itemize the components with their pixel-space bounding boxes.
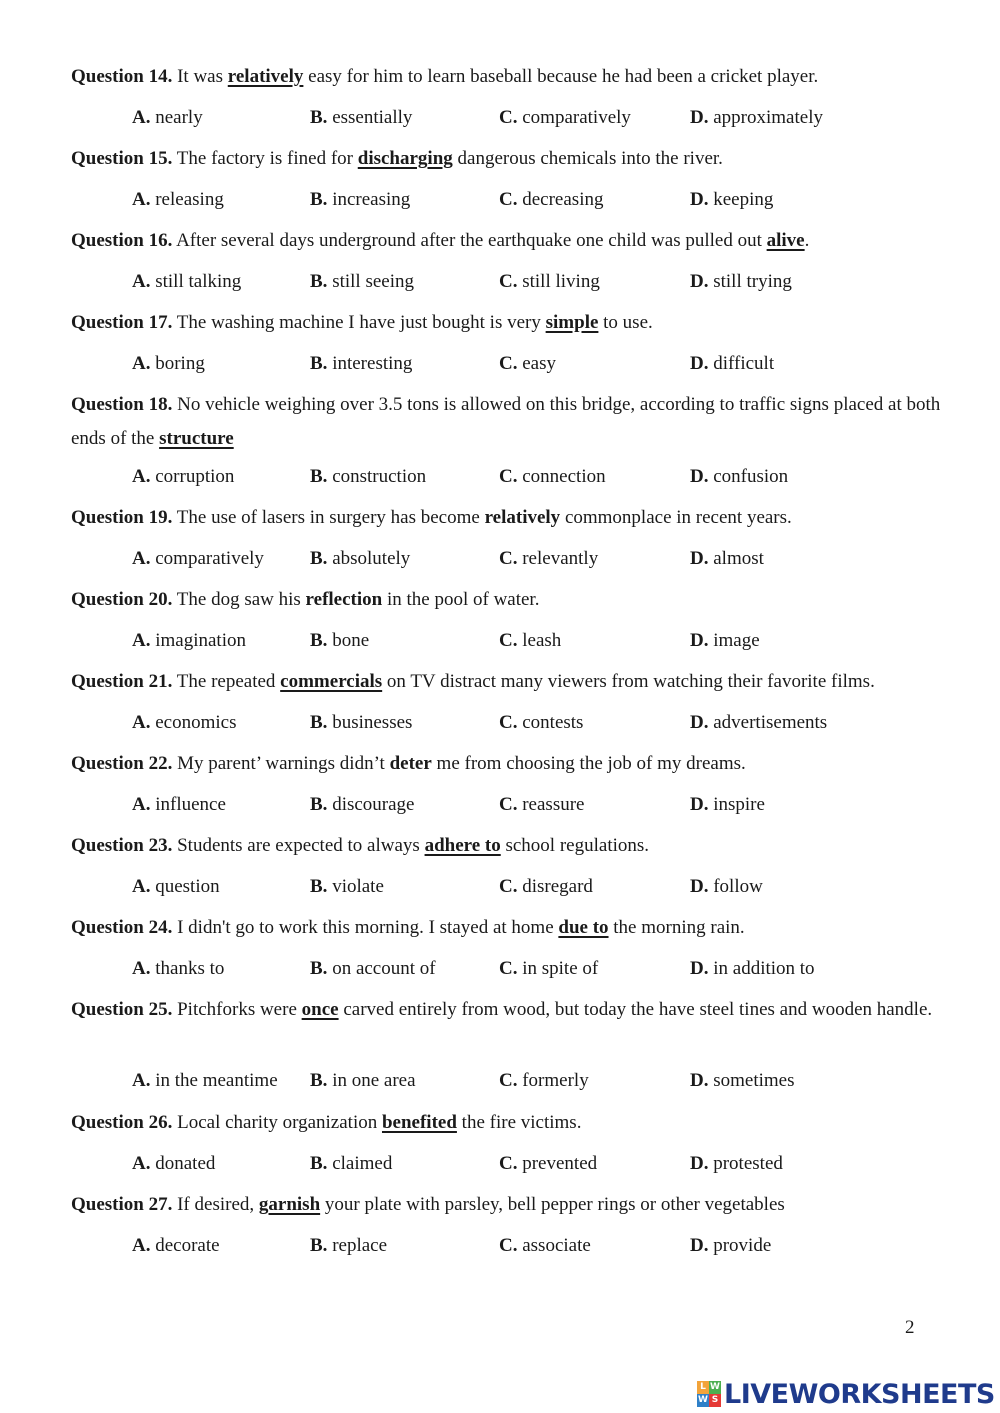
- question-16: [71, 224, 941, 258]
- option-b[interactable]: [310, 103, 412, 133]
- logo-icon-tile: L: [697, 1381, 709, 1394]
- option-letter: D.: [690, 271, 709, 292]
- option-c[interactable]: [499, 626, 561, 656]
- option-text: boring: [155, 353, 205, 374]
- option-b[interactable]: [310, 708, 412, 738]
- option-letter: C.: [499, 1070, 518, 1091]
- question-label: Question 19.: [71, 507, 173, 528]
- option-text: confusion: [713, 466, 789, 487]
- question-text: carved entirely from wood, but today the have steel tines and wooden handle.: [338, 999, 933, 1020]
- option-letter: A.: [132, 712, 151, 733]
- option-text: easy: [522, 353, 556, 374]
- keyword: relatively: [227, 66, 304, 87]
- option-text: increasing: [332, 189, 411, 210]
- option-letter: C.: [499, 876, 518, 897]
- question-20: [71, 583, 941, 617]
- option-text: comparatively: [522, 107, 631, 128]
- option-d[interactable]: [690, 954, 815, 984]
- question-text: dangerous chemicals into the river.: [452, 148, 723, 169]
- option-c[interactable]: [499, 954, 598, 984]
- option-letter: B.: [310, 548, 328, 569]
- question-text: No vehicle weighing over 3.5 tons is allowed on this bridge, according to traffic signs placed at both ends of the: [71, 394, 941, 449]
- option-letter: D.: [690, 466, 709, 487]
- question-18: [71, 388, 941, 456]
- option-letter: C.: [499, 958, 518, 979]
- option-text: in spite of: [522, 958, 599, 979]
- options-row: [132, 1066, 942, 1096]
- option-text: claimed: [332, 1153, 393, 1174]
- keyword: relatively: [484, 507, 561, 528]
- question-label: Question 27.: [71, 1194, 173, 1215]
- option-text: thanks to: [155, 958, 225, 979]
- option-text: violate: [332, 876, 384, 897]
- liveworksheets-logo-icon: [697, 1381, 721, 1407]
- option-d[interactable]: [690, 872, 763, 902]
- option-text: on account of: [332, 958, 436, 979]
- options-row: [132, 544, 942, 574]
- options-row: [132, 790, 942, 820]
- option-text: comparatively: [155, 548, 264, 569]
- option-a[interactable]: [132, 1231, 220, 1261]
- option-b[interactable]: [310, 267, 414, 297]
- question-27: [71, 1188, 941, 1222]
- option-text: imagination: [155, 630, 246, 651]
- option-text: advertisements: [713, 712, 828, 733]
- option-c[interactable]: [499, 1231, 591, 1261]
- option-letter: D.: [690, 548, 709, 569]
- option-text: economics: [155, 712, 237, 733]
- option-b[interactable]: [310, 462, 426, 492]
- option-a[interactable]: [132, 462, 234, 492]
- option-text: difficult: [713, 353, 775, 374]
- option-text: still seeing: [332, 271, 414, 292]
- option-c[interactable]: [499, 267, 600, 297]
- question-label: Question 23.: [71, 835, 173, 856]
- question-text: school regulations.: [500, 835, 650, 856]
- option-d[interactable]: [690, 1231, 771, 1261]
- options-row: [132, 267, 942, 297]
- option-text: decreasing: [522, 189, 604, 210]
- option-b[interactable]: [310, 626, 369, 656]
- option-d[interactable]: [690, 185, 773, 215]
- question-text: It was: [177, 66, 228, 87]
- option-letter: A.: [132, 958, 151, 979]
- option-a[interactable]: [132, 267, 241, 297]
- question-text: The washing machine I have just bought is very: [176, 312, 546, 333]
- question-text: your plate with parsley, bell pepper rings or other vegetables: [320, 1194, 785, 1215]
- option-b[interactable]: [310, 954, 436, 984]
- keyword: benefited: [381, 1112, 457, 1133]
- option-text: sometimes: [713, 1070, 795, 1091]
- option-letter: A.: [132, 107, 151, 128]
- question-label: Question 17.: [71, 312, 173, 333]
- question-label: Question 21.: [71, 671, 173, 692]
- logo-text: LIVEWORKSHEETS: [724, 1378, 995, 1410]
- option-d[interactable]: [690, 544, 764, 574]
- option-c[interactable]: [499, 708, 583, 738]
- question-14: [71, 60, 941, 94]
- option-letter: B.: [310, 630, 328, 651]
- option-text: discourage: [332, 794, 415, 815]
- option-c[interactable]: [499, 872, 593, 902]
- option-c[interactable]: [499, 185, 603, 215]
- options-row: [132, 626, 942, 656]
- option-letter: D.: [690, 353, 709, 374]
- option-letter: B.: [310, 271, 328, 292]
- options-row: [132, 954, 942, 984]
- option-a[interactable]: [132, 708, 237, 738]
- option-d[interactable]: [690, 103, 823, 133]
- option-text: nearly: [155, 107, 203, 128]
- option-letter: C.: [499, 548, 518, 569]
- option-letter: B.: [310, 712, 328, 733]
- option-letter: B.: [310, 107, 328, 128]
- option-b[interactable]: [310, 790, 415, 820]
- keyword: adhere to: [424, 835, 501, 856]
- option-a[interactable]: [132, 544, 264, 574]
- question-text: easy for him to learn baseball because he had been a cricket player.: [303, 66, 819, 87]
- option-b[interactable]: [310, 1231, 387, 1261]
- option-letter: A.: [132, 466, 151, 487]
- option-a[interactable]: [132, 954, 224, 984]
- option-c[interactable]: [499, 544, 598, 574]
- option-letter: C.: [499, 1235, 518, 1256]
- question-text: commonplace in recent years.: [560, 507, 792, 528]
- option-text: relevantly: [522, 548, 599, 569]
- options-row: [132, 185, 942, 215]
- options-row: [132, 708, 942, 738]
- option-text: almost: [713, 548, 764, 569]
- question-text: Students are expected to always: [177, 835, 425, 856]
- option-text: inspire: [713, 794, 765, 815]
- question-label: Question 15.: [71, 148, 173, 169]
- keyword: garnish: [258, 1194, 321, 1215]
- question-text: Pitchforks were: [177, 999, 302, 1020]
- option-c[interactable]: [499, 1066, 589, 1096]
- option-letter: C.: [499, 107, 518, 128]
- option-letter: C.: [499, 794, 518, 815]
- option-letter: D.: [690, 107, 709, 128]
- option-a[interactable]: [132, 1066, 278, 1096]
- question-text: The use of lasers in surgery has become: [176, 507, 485, 528]
- option-text: approximately: [713, 107, 823, 128]
- option-letter: C.: [499, 630, 518, 651]
- keyword: alive: [766, 230, 805, 251]
- option-text: influence: [155, 794, 226, 815]
- keyword: deter: [389, 753, 432, 774]
- logo-icon-tile: W: [698, 1395, 708, 1405]
- options-row: [132, 1149, 942, 1179]
- option-text: replace: [332, 1235, 388, 1256]
- option-d[interactable]: [690, 267, 792, 297]
- question-label: Question 25.: [71, 999, 173, 1020]
- question-text: the morning rain.: [608, 917, 745, 938]
- question-text: the fire victims.: [456, 1112, 582, 1133]
- option-text: still trying: [713, 271, 792, 292]
- option-letter: B.: [310, 466, 328, 487]
- question-label: Question 20.: [71, 589, 173, 610]
- option-text: disregard: [522, 876, 593, 897]
- question-text: The repeated: [176, 671, 281, 692]
- question-24: [71, 911, 941, 945]
- option-letter: D.: [690, 630, 709, 651]
- question-text: to use.: [598, 312, 653, 333]
- option-letter: D.: [690, 958, 709, 979]
- option-c[interactable]: [499, 790, 584, 820]
- option-letter: D.: [690, 1235, 709, 1256]
- options-row: [132, 462, 942, 492]
- option-text: construction: [332, 466, 427, 487]
- option-text: bone: [332, 630, 370, 651]
- option-letter: A.: [132, 1235, 151, 1256]
- question-text: After several days underground after the earthquake one child was pulled out: [176, 230, 767, 251]
- question-text: in the pool of water.: [382, 589, 540, 610]
- option-c[interactable]: [499, 1149, 597, 1179]
- question-text: I didn't go to work this morning. I stayed at home: [177, 917, 559, 938]
- option-letter: C.: [499, 712, 518, 733]
- option-letter: D.: [690, 712, 709, 733]
- option-text: connection: [522, 466, 606, 487]
- option-letter: B.: [310, 876, 328, 897]
- option-letter: A.: [132, 548, 151, 569]
- option-a[interactable]: [132, 790, 226, 820]
- keyword: commercials: [280, 671, 383, 692]
- question-17: [71, 306, 941, 340]
- question-23: [71, 829, 941, 863]
- option-d[interactable]: [690, 708, 827, 738]
- question-22: [71, 747, 941, 781]
- option-letter: A.: [132, 794, 151, 815]
- question-15: [71, 142, 941, 176]
- option-letter: A.: [132, 189, 151, 210]
- option-text: absolutely: [332, 548, 411, 569]
- option-a[interactable]: [132, 1149, 215, 1179]
- option-a[interactable]: [132, 103, 203, 133]
- option-letter: B.: [310, 353, 328, 374]
- question-label: Question 14.: [71, 66, 173, 87]
- question-text: me from choosing the job of my dreams.: [431, 753, 746, 774]
- option-c[interactable]: [499, 349, 556, 379]
- option-text: in the meantime: [155, 1070, 278, 1091]
- option-b[interactable]: [310, 349, 412, 379]
- option-a[interactable]: [132, 185, 224, 215]
- option-letter: A.: [132, 353, 151, 374]
- question-text: The dog saw his: [176, 589, 306, 610]
- option-letter: B.: [310, 1153, 328, 1174]
- option-text: in addition to: [713, 958, 815, 979]
- option-letter: A.: [132, 630, 151, 651]
- keyword: due to: [558, 917, 609, 938]
- option-text: keeping: [713, 189, 774, 210]
- option-letter: C.: [499, 189, 518, 210]
- question-label: Question 22.: [71, 753, 173, 774]
- option-letter: D.: [690, 794, 709, 815]
- option-text: businesses: [332, 712, 413, 733]
- option-text: provide: [713, 1235, 772, 1256]
- question-label: Question 18.: [71, 394, 173, 415]
- option-c[interactable]: [499, 462, 606, 492]
- option-letter: D.: [690, 189, 709, 210]
- option-letter: D.: [690, 876, 709, 897]
- option-d[interactable]: [690, 1149, 783, 1179]
- question-label: Question 26.: [71, 1112, 173, 1133]
- option-letter: C.: [499, 353, 518, 374]
- logo-icon-tile: S: [709, 1394, 721, 1407]
- option-d[interactable]: [690, 1066, 795, 1096]
- option-b[interactable]: [310, 185, 410, 215]
- option-letter: B.: [310, 958, 328, 979]
- option-letter: D.: [690, 1070, 709, 1091]
- option-text: protested: [713, 1153, 783, 1174]
- option-d[interactable]: [690, 626, 760, 656]
- option-text: reassure: [522, 794, 585, 815]
- options-row: [132, 349, 942, 379]
- option-text: still talking: [155, 271, 242, 292]
- option-letter: C.: [499, 271, 518, 292]
- question-25: [71, 993, 941, 1027]
- option-text: corruption: [155, 466, 235, 487]
- option-text: decorate: [155, 1235, 220, 1256]
- option-letter: D.: [690, 1153, 709, 1174]
- question-19: [71, 501, 941, 535]
- option-d[interactable]: [690, 349, 774, 379]
- options-row: [132, 103, 942, 133]
- option-text: essentially: [332, 107, 413, 128]
- option-a[interactable]: [132, 626, 246, 656]
- keyword: simple: [545, 312, 599, 333]
- option-c[interactable]: [499, 103, 631, 133]
- question-text: The factory is fined for: [176, 148, 358, 169]
- keyword: once: [301, 999, 339, 1020]
- question-text: on TV distract many viewers from watching their favorite films.: [382, 671, 875, 692]
- option-letter: B.: [310, 1235, 328, 1256]
- question-text: If desired,: [177, 1194, 259, 1215]
- question-label: Question 24.: [71, 917, 173, 938]
- keyword: discharging: [357, 148, 453, 169]
- question-21: [71, 665, 941, 699]
- page-number: 2: [905, 1317, 915, 1338]
- option-text: follow: [713, 876, 763, 897]
- question-text: .: [804, 230, 810, 251]
- option-letter: A.: [132, 876, 151, 897]
- options-row: [132, 1231, 942, 1261]
- option-letter: C.: [499, 466, 518, 487]
- option-b[interactable]: [310, 544, 410, 574]
- question-26: [71, 1106, 941, 1140]
- option-d[interactable]: [690, 462, 788, 492]
- option-letter: A.: [132, 1070, 151, 1091]
- keyword: reflection: [305, 589, 383, 610]
- question-text: Local charity organization: [177, 1112, 382, 1133]
- option-text: in one area: [332, 1070, 416, 1091]
- option-text: formerly: [522, 1070, 589, 1091]
- option-text: releasing: [155, 189, 224, 210]
- option-text: still living: [522, 271, 600, 292]
- option-b[interactable]: [310, 872, 384, 902]
- option-text: question: [155, 876, 220, 897]
- options-row: [132, 872, 942, 902]
- option-letter: A.: [132, 1153, 151, 1174]
- option-a[interactable]: [132, 872, 220, 902]
- option-text: interesting: [332, 353, 413, 374]
- option-letter: A.: [132, 271, 151, 292]
- option-text: associate: [522, 1235, 591, 1256]
- option-text: prevented: [522, 1153, 598, 1174]
- keyword: structure: [159, 428, 234, 449]
- question-label: Question 16.: [71, 230, 173, 251]
- option-a[interactable]: [132, 349, 205, 379]
- option-letter: B.: [310, 794, 328, 815]
- option-letter: B.: [310, 189, 328, 210]
- option-text: leash: [522, 630, 562, 651]
- question-text: My parent’ warnings didn’t: [177, 753, 390, 774]
- option-text: image: [713, 630, 760, 651]
- logo-icon-tile: W: [710, 1382, 720, 1392]
- liveworksheets-logo[interactable]: [697, 1376, 995, 1412]
- option-letter: C.: [499, 1153, 518, 1174]
- option-letter: B.: [310, 1070, 328, 1091]
- option-b[interactable]: [310, 1066, 416, 1096]
- option-text: contests: [522, 712, 584, 733]
- option-text: donated: [155, 1153, 216, 1174]
- option-d[interactable]: [690, 790, 765, 820]
- option-b[interactable]: [310, 1149, 392, 1179]
